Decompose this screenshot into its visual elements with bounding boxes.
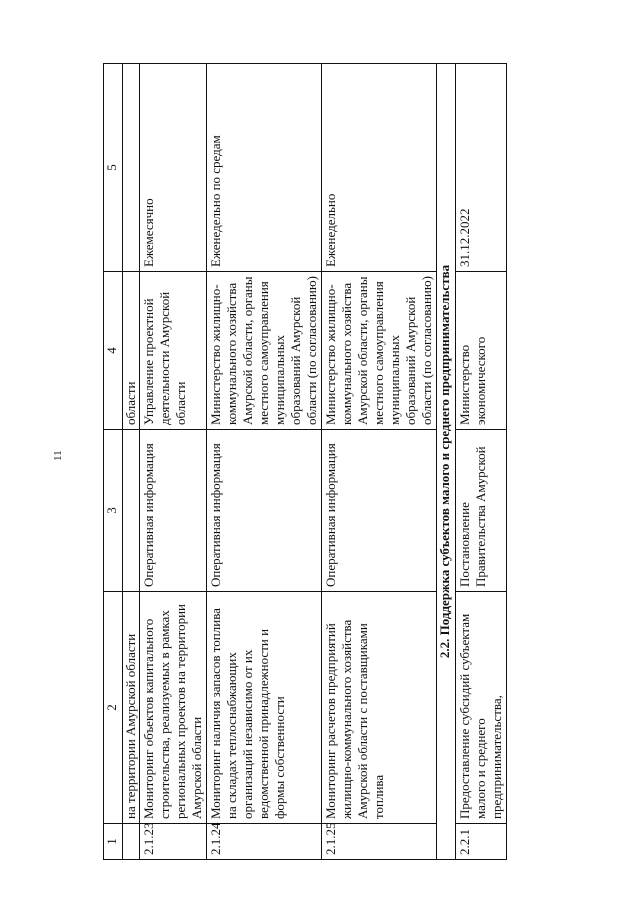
header-col-1: 1	[104, 824, 123, 860]
row-measure: Предоставление субсидий субъектам малого и среднего предпринимательства,	[456, 592, 507, 824]
rotated-table-container	[103, 64, 588, 860]
row-term: Еженедельно по средам	[207, 64, 322, 272]
section-row	[437, 64, 456, 860]
row-responsible: Министерство экономического	[456, 272, 507, 430]
row-term: Ежемесячно	[140, 64, 207, 272]
row-form: Оперативная информация	[140, 430, 207, 592]
row-form: Оперативная информация	[322, 430, 437, 592]
cont-col-4: области	[123, 272, 140, 430]
continuation-row	[123, 64, 140, 860]
header-col-4: 4	[104, 272, 123, 430]
row-number: 2.1.25	[322, 824, 437, 860]
table-row	[322, 64, 437, 860]
row-measure: Мониторинг расчетов предприятий жилищно-коммунального хозяйства Амурской области с поставщиками топлива	[322, 592, 437, 824]
row-responsible: Министерство жилищно-коммунального хозяйства Амурской области, органы местного самоуправления муниципальных образований Амурской области (по согласованию)	[207, 272, 322, 430]
row-term: Еженедельно	[322, 64, 437, 272]
page-number: 11	[52, 450, 64, 461]
row-responsible: Министерство жилищно-коммунального хозяйства Амурской области, органы местного самоуправления муниципальных образований Амурской области (по согласованию)	[322, 272, 437, 430]
table-row	[456, 64, 507, 860]
cont-col-5	[123, 64, 140, 272]
row-responsible: Управление проектной деятельности Амурской области	[140, 272, 207, 430]
table-row	[140, 64, 207, 860]
table-row	[207, 64, 322, 860]
row-form: Оперативная информация	[207, 430, 322, 592]
row-term: 31.12.2022	[456, 64, 507, 272]
header-col-2: 2	[104, 592, 123, 824]
cont-col-2: на территории Амурской области	[123, 592, 140, 824]
header-row	[104, 64, 123, 860]
header-col-3: 3	[104, 430, 123, 592]
row-number: 2.2.1	[456, 824, 507, 860]
cont-col-1	[123, 824, 140, 860]
row-measure: Мониторинг объектов капитального строительства, реализуемых в рамках региональных проектов на территории Амурской области	[140, 592, 207, 824]
row-number: 2.1.23	[140, 824, 207, 860]
cont-col-3	[123, 430, 140, 592]
header-col-5: 5	[104, 64, 123, 272]
measures-table	[103, 63, 507, 860]
row-number: 2.1.24	[207, 824, 322, 860]
row-measure: Мониторинг наличия запасов топлива на складах теплоснабжающих организаций независимо от их ведомственной принадлежности и формы собственности	[207, 592, 322, 824]
row-form: Постановление Правительства Амурской	[456, 430, 507, 592]
section-title: 2.2. Поддержка субъектов малого и среднего предпринимательства	[437, 64, 456, 860]
